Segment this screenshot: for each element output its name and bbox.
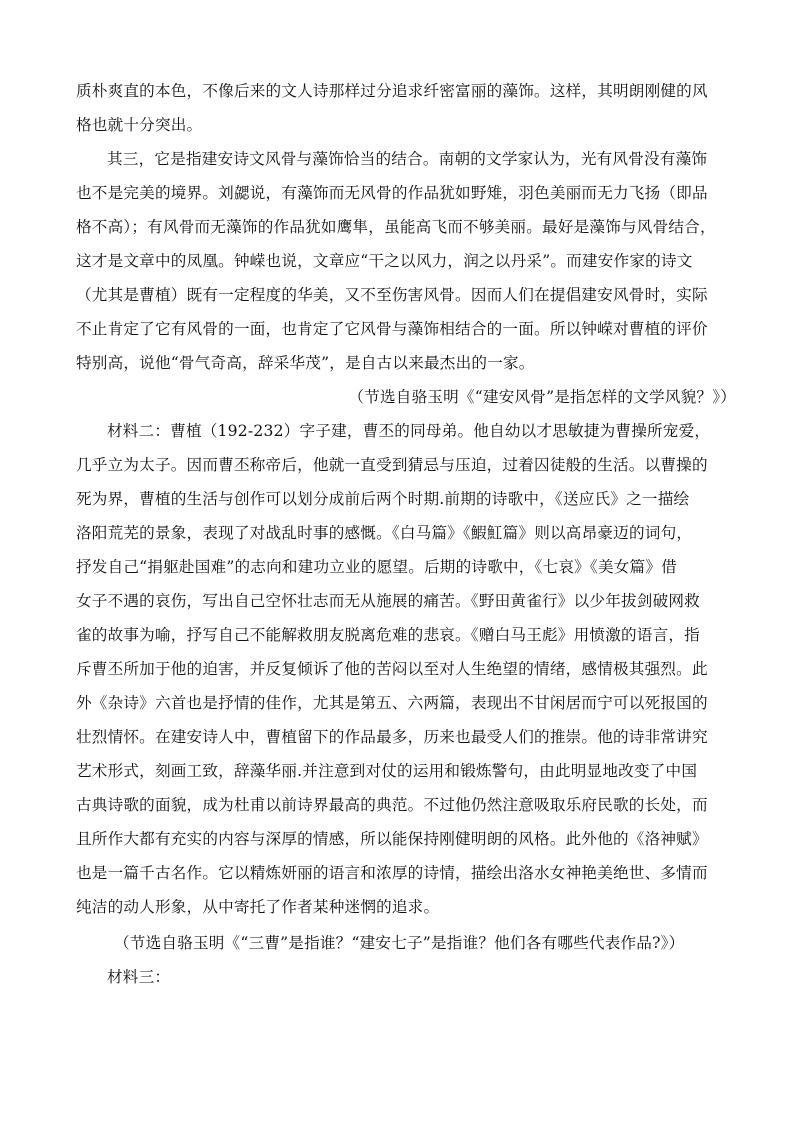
paragraph-line: 外《杂诗》六首也是抒情的佳作，尤其是第五、六两篇，表现出不甘闲居而宁可以死报国的 xyxy=(76,694,708,712)
paragraph-line: 抒发自己“捐躯赴国难”的志向和建功立业的愿望。后期的诗歌中，《七哀》《美女篇》借 xyxy=(76,558,677,576)
paragraph-line: 纯洁的动人形象，从中寄托了作者某种迷惘的追求。 xyxy=(76,898,440,916)
paragraph-line: 格也就十分突出。 xyxy=(76,116,203,134)
paragraph-line: 死为界，曹植的生活与创作可以划分成前后两个时期.前期的诗歌中，《送应氏》之一描绘 xyxy=(76,490,690,508)
material-label: 材料三： xyxy=(107,968,171,986)
paragraph-line: 洛阳荒芜的景象，表现了对战乱时事的感慨。《白马篇》《鰕魟篇》则以高昂豪迈的词句， xyxy=(76,524,693,542)
source-citation: （节选自骆玉明《“三曹”是指谁？“建安七子”是指谁？他们各有哪些代表作品?》） xyxy=(114,934,685,952)
paragraph-line: （尤其是曹植）既有一定程度的华美，又不至伤害风骨。因而人们在提倡建安风骨时，实际 xyxy=(76,286,708,304)
paragraph-line: 这才是文章中的凤凰。钟嵘也说，文章应“干之以风力，润之以丹采”。而建安作家的诗文 xyxy=(76,252,693,270)
paragraph-line: 特别高，说他“骨气奇高，辞采华茂”，是自古以来最杰出的一家。 xyxy=(76,354,535,372)
paragraph-line: 质朴爽直的本色，不像后来的文人诗那样过分追求纤密富丽的藻饰。这样，其明朗刚健的风 xyxy=(76,82,708,100)
paragraph-line: 壮烈情怀。在建安诗人中，曹植留下的作品最多，历来也最受人们的推崇。他的诗非常讲究 xyxy=(76,728,708,746)
paragraph-line: 几乎立为太子。因而曹丕称帝后，他就一直受到猜忌与压迫，过着囚徒般的生活。以曹操的 xyxy=(76,456,708,474)
paragraph-line: 且所作大都有充实的内容与深厚的情感，所以能保持刚健明朗的风格。此外他的《洛神赋》 xyxy=(76,830,708,848)
source-citation: （节选自骆玉明《“建安风骨”是指怎样的文学风貌？》） xyxy=(348,388,736,406)
paragraph-line: 不止肯定了它有风骨的一面，也肯定了它风骨与藻饰相结合的一面。所以钟嵘对曹植的评价 xyxy=(76,320,708,338)
paragraph-line: 也不是完美的境界。刘勰说，有藻饰而无风骨的作品犹如野雉，羽色美丽而无力飞扬（即品 xyxy=(76,184,708,202)
paragraph-line: 也是一篇千古名作。它以精炼妍丽的语言和浓厚的诗情，描绘出洛水女神艳美绝世、多情而 xyxy=(76,864,708,882)
paragraph-line: 艺术形式，刻画工致，辞藻华丽.并注意到对仗的运用和锻炼警句，由此明显地改变了中国 xyxy=(76,762,698,780)
paragraph-line: 材料二：曹植（192-232）字子建，曹丕的同母弟。他自幼以才思敏捷为曹操所宠爱， xyxy=(107,422,711,440)
paragraph-line: 女子不遇的哀伤，写出自己空怀壮志而无从施展的痛苦。《野田黄雀行》以少年拔剑破网救 xyxy=(76,592,700,610)
paragraph-line: 雀的故事为喻，抒写自己不能解救朋友脱离危难的悲哀。《赠白马王彪》用愤激的语言，指 xyxy=(76,626,700,644)
paragraph-line: 其三，它是指建安诗文风骨与藻饰恰当的结合。南朝的文学家认为，光有风骨没有藻饰 xyxy=(107,150,708,168)
paragraph-line: 古典诗歌的面貌，成为杜甫以前诗界最高的典范。不过他仍然注意吸取乐府民歌的长处，而 xyxy=(76,796,708,814)
paragraph-line: 格不高）；有风骨而无藻饰的作品犹如鹰隼，虽能高飞而不够美丽。最好是藻饰与风骨结合， xyxy=(76,218,716,236)
paragraph-line: 斥曹丕所加于他的迫害，并反复倾诉了他的苦闷以至对人生绝望的情绪，感情极其强烈。此 xyxy=(76,660,708,678)
